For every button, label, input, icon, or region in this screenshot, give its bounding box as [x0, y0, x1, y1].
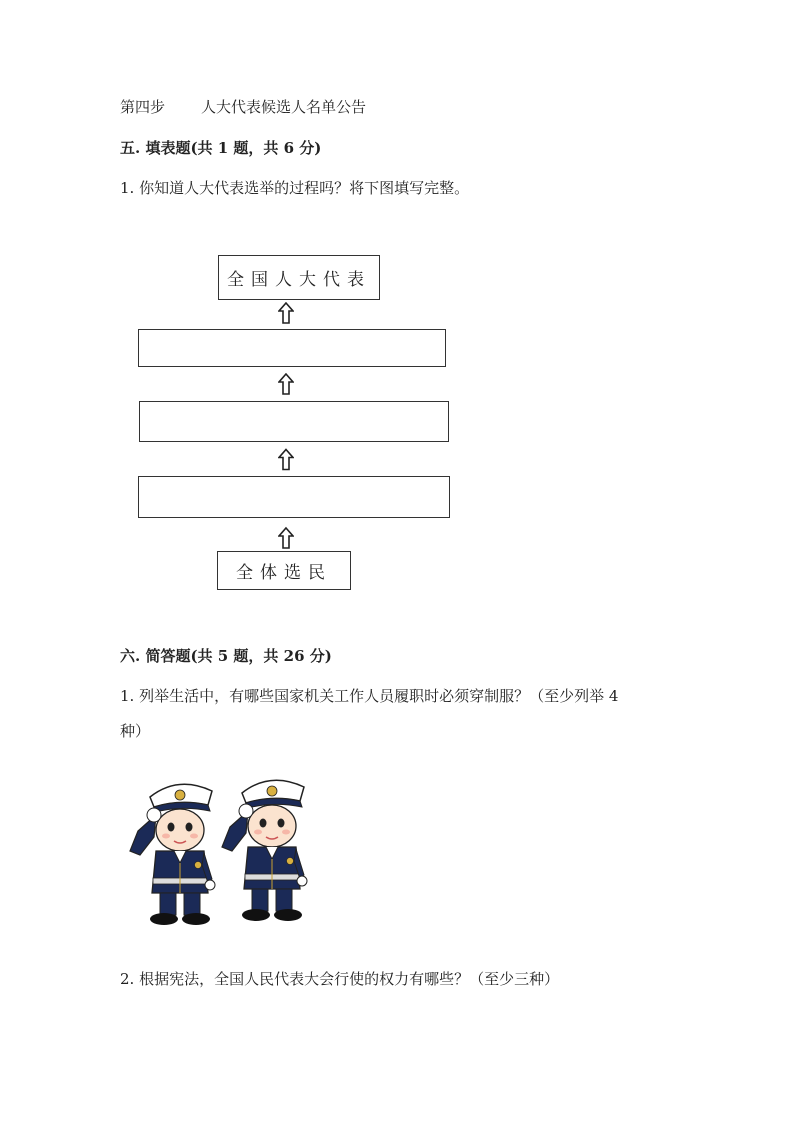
flow-box-blank-3-label	[139, 477, 449, 517]
section5-title: 五. 填表题(共 1 题，共 6 分)	[120, 139, 322, 157]
police-officer-1	[130, 784, 215, 925]
step4-label: 第四步	[120, 98, 166, 116]
up-arrow-icon	[278, 526, 294, 550]
q5-1-text: 1. 你知道人大代表选举的过程吗？将下图填写完整。	[120, 179, 470, 197]
flow-box-blank-2-label	[140, 402, 448, 441]
step4-line	[120, 96, 366, 117]
saluting-police-officers-icon	[120, 775, 310, 930]
up-arrow-icon	[278, 373, 294, 395]
section6-title: 六. 简答题(共 5 题，共 26 分)	[120, 647, 332, 665]
up-arrow-icon	[278, 302, 294, 324]
q6-2-text: 2. 根据宪法，全国人民代表大会行使的权力有哪些？（至少三种）	[120, 970, 560, 988]
up-arrow-icon	[278, 448, 294, 471]
flow-box-blank-3[interactable]	[138, 476, 450, 518]
flow-box-blank-1[interactable]	[138, 329, 446, 367]
flow-box-bottom-label: 全体选民	[236, 563, 332, 583]
q6-1-line2: 种）	[120, 722, 151, 740]
flow-box-blank-2[interactable]	[139, 401, 449, 442]
step4-text: 人大代表候选人名单公告	[201, 98, 367, 116]
flow-box-blank-1-label	[139, 330, 445, 366]
q6-1-line1: 1. 列举生活中，有哪些国家机关工作人员履职时必须穿制服？（至少列举 4	[120, 687, 619, 705]
flow-box-bottom	[217, 551, 351, 590]
flow-box-top-label: 全国人大代表	[227, 270, 371, 290]
police-officer-2	[222, 780, 307, 921]
flow-box-top	[218, 255, 380, 300]
